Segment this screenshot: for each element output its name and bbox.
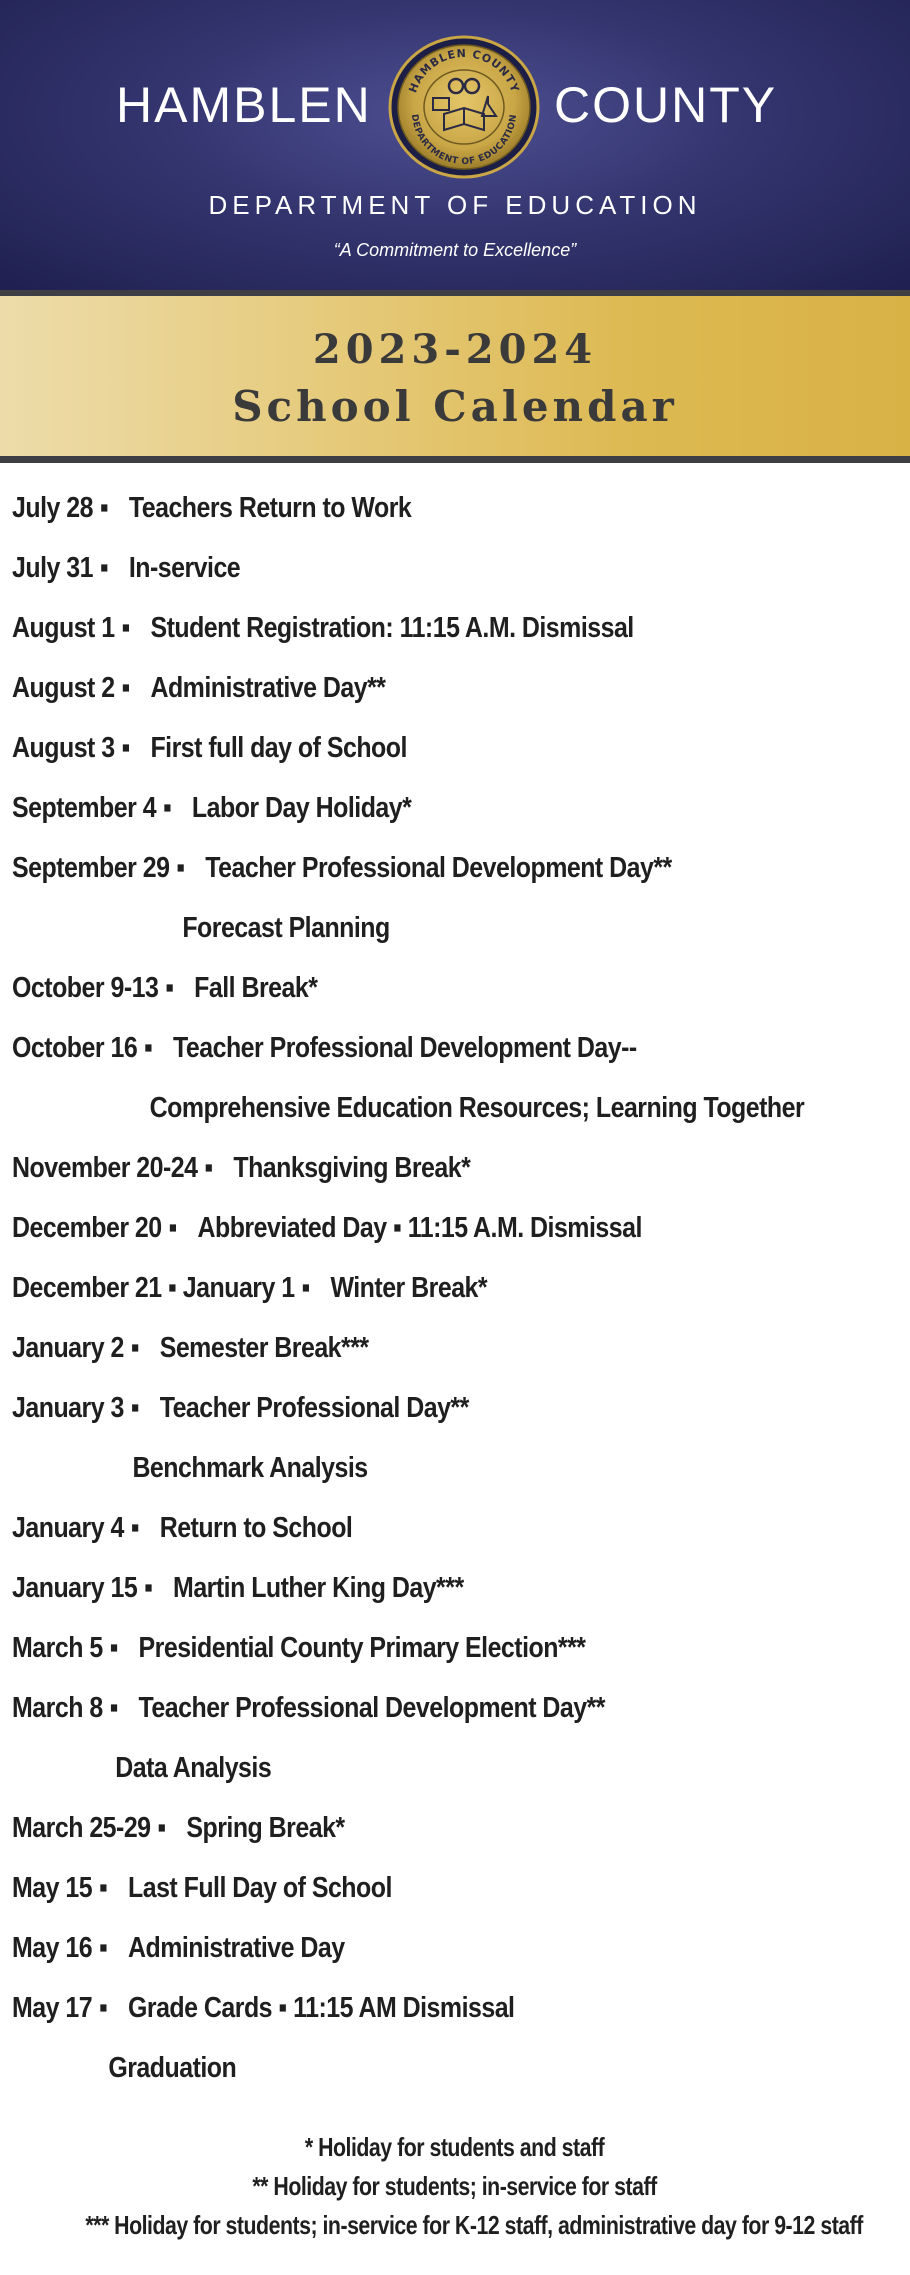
entry-date: March 25-29 <box>12 1812 151 1844</box>
entry-description: In-service <box>128 552 241 584</box>
entry-separator: ▪ <box>130 1392 140 1424</box>
calendar-entry <box>0 598 783 658</box>
entry-separator: ▪ <box>109 1632 118 1664</box>
entry-description: Forecast Planning <box>182 912 390 944</box>
entry-description: Grade Cards ▪ 11:15 AM Dismissal <box>127 1992 515 2024</box>
org-name-right: COUNTY <box>554 77 778 133</box>
org-name-left: HAMBLEN <box>116 77 372 133</box>
entry-date: January 15 <box>12 1572 138 1604</box>
entry-date: July 31 <box>12 552 94 584</box>
entry-date: October 9-13 <box>12 972 159 1004</box>
calendar-entry <box>0 1798 783 1858</box>
entry-date: January 4 <box>12 1512 124 1544</box>
calendar-entry <box>0 478 783 538</box>
calendar-entry-continuation <box>0 1438 783 1498</box>
entry-separator: ▪ <box>204 1152 213 1184</box>
entry-separator: ▪ <box>99 1932 108 1964</box>
calendar-entry <box>0 1858 783 1918</box>
entry-date: November 20-24 <box>12 1152 198 1184</box>
entry-date: May 15 <box>12 1872 93 1904</box>
entry-date: August 3 <box>12 732 115 764</box>
calendar-entry <box>0 1258 783 1318</box>
legend-item <box>0 2167 910 2206</box>
entry-description: Last Full Day of School <box>127 1872 392 1904</box>
calendar-entries <box>0 478 910 2098</box>
calendar-entry <box>0 1558 783 1618</box>
entry-description: Student Registration: 11:15 A.M. Dismissal <box>150 612 634 644</box>
entry-description: Thanksgiving Break* <box>233 1152 471 1184</box>
entry-separator: ▪ <box>121 672 130 704</box>
entry-separator: ▪ <box>176 852 185 884</box>
entry-date: January 2 <box>12 1332 124 1364</box>
entry-date: December 20 <box>12 1212 162 1244</box>
entry-separator: ▪ <box>121 612 130 644</box>
entry-separator: ▪ <box>168 1212 177 1244</box>
entry-separator: ▪ <box>144 1572 153 1604</box>
entry-separator: ▪ <box>121 732 130 764</box>
entry-description: First full day of School <box>150 732 407 764</box>
calendar-entry-continuation <box>0 1738 783 1798</box>
entry-description: Benchmark Analysis <box>132 1452 368 1484</box>
motto: “A Commitment to Excellence” <box>333 240 577 260</box>
calendar-entry-continuation <box>0 2038 783 2098</box>
divider-bottom <box>0 456 910 463</box>
entry-description: Teacher Professional Development Day** <box>205 852 672 884</box>
calendar-entry <box>0 838 783 898</box>
calendar-entry <box>0 658 783 718</box>
entry-separator: ▪ <box>99 552 109 584</box>
entry-description: Martin Luther King Day*** <box>173 1572 464 1604</box>
entry-separator: ▪ <box>162 792 172 824</box>
entry-date: August 1 <box>12 612 115 644</box>
legend-item <box>0 2206 910 2245</box>
entry-date: May 16 <box>12 1932 93 1964</box>
entry-description: Return to School <box>159 1512 353 1544</box>
entry-description: Fall Break* <box>194 972 318 1004</box>
svg-text:DEPARTMENT OF EDUCATION: DEPARTMENT OF EDUCATION <box>408 113 520 168</box>
entry-description: Data Analysis <box>115 1752 272 1784</box>
title-banner <box>0 296 910 456</box>
entry-description: Winter Break* <box>330 1272 488 1304</box>
entry-description: Teacher Professional Development Day** <box>138 1692 605 1724</box>
entry-date: August 2 <box>12 672 115 704</box>
entry-description: Abbreviated Day ▪ 11:15 A.M. Dismissal <box>197 1212 642 1244</box>
calendar-entry <box>0 778 783 838</box>
calendar-entry <box>0 1918 783 1978</box>
entry-date: December 21 ▪ January 1 <box>12 1272 295 1304</box>
entry-separator: ▪ <box>130 1332 140 1364</box>
calendar-entry <box>0 1678 783 1738</box>
legend-text: * Holiday for students and staff <box>305 2132 605 2162</box>
entry-description: Labor Day Holiday* <box>191 792 412 824</box>
entry-description: Semester Break*** <box>159 1332 369 1364</box>
calendar-entry <box>0 1378 783 1438</box>
entry-separator: ▪ <box>301 1272 310 1304</box>
entry-separator: ▪ <box>165 972 174 1004</box>
svg-text:HAMBLEN COUNTY: HAMBLEN COUNTY <box>406 46 522 95</box>
calendar-entry <box>0 1198 783 1258</box>
entry-description: Teacher Professional Day** <box>159 1392 469 1424</box>
entry-separator: ▪ <box>99 1992 108 2024</box>
entry-separator: ▪ <box>99 492 109 524</box>
entry-description: Spring Break* <box>186 1812 345 1844</box>
entry-description: Presidential County Primary Election*** <box>138 1632 586 1664</box>
calendar-entry <box>0 538 783 598</box>
calendar-entry <box>0 1018 783 1078</box>
entry-description: Comprehensive Education Resources; Learning Together <box>149 1092 805 1124</box>
entry-description: Administrative Day <box>127 1932 345 1964</box>
school-year: 2023-2024 <box>312 326 598 373</box>
entry-date: September 4 <box>12 792 157 824</box>
entry-separator: ▪ <box>144 1032 153 1064</box>
department-name: DEPARTMENT OF EDUCATION <box>208 190 702 220</box>
entry-separator: ▪ <box>109 1692 118 1724</box>
legend <box>0 2128 910 2245</box>
calendar-title: School Calendar <box>232 382 678 431</box>
county-seal-logo <box>386 34 542 180</box>
legend-text: *** Holiday for students; in-service for K-12 staff, administrative day for 9-12 staff <box>85 2210 863 2240</box>
calendar-entry <box>0 958 783 1018</box>
entry-date: May 17 <box>12 1992 93 2024</box>
legend-text: ** Holiday for students; in-service for staff <box>252 2171 658 2201</box>
calendar-entry <box>0 1318 783 1378</box>
entry-description: Teachers Return to Work <box>128 492 412 524</box>
entry-date: January 3 <box>12 1392 124 1424</box>
entry-date: October 16 <box>12 1032 138 1064</box>
entry-date: March 5 <box>12 1632 103 1664</box>
calendar-entry <box>0 1978 783 2038</box>
entry-description: Administrative Day** <box>150 672 386 704</box>
entry-date: September 29 <box>12 852 170 884</box>
entry-description: Teacher Professional Development Day-- <box>173 1032 637 1064</box>
calendar-entry <box>0 1138 783 1198</box>
header-banner <box>0 0 910 290</box>
entry-separator: ▪ <box>130 1512 140 1544</box>
entry-description: Graduation <box>108 2052 237 2084</box>
calendar-entry-continuation <box>0 1078 805 1138</box>
entry-date: July 28 <box>12 492 94 524</box>
entry-separator: ▪ <box>99 1872 108 1904</box>
calendar-entry <box>0 1618 783 1678</box>
calendar-entry <box>0 1498 783 1558</box>
entry-date: March 8 <box>12 1692 103 1724</box>
entry-separator: ▪ <box>157 1812 166 1844</box>
calendar-entry <box>0 718 783 778</box>
legend-item <box>0 2128 910 2167</box>
calendar-entry-continuation <box>0 898 783 958</box>
